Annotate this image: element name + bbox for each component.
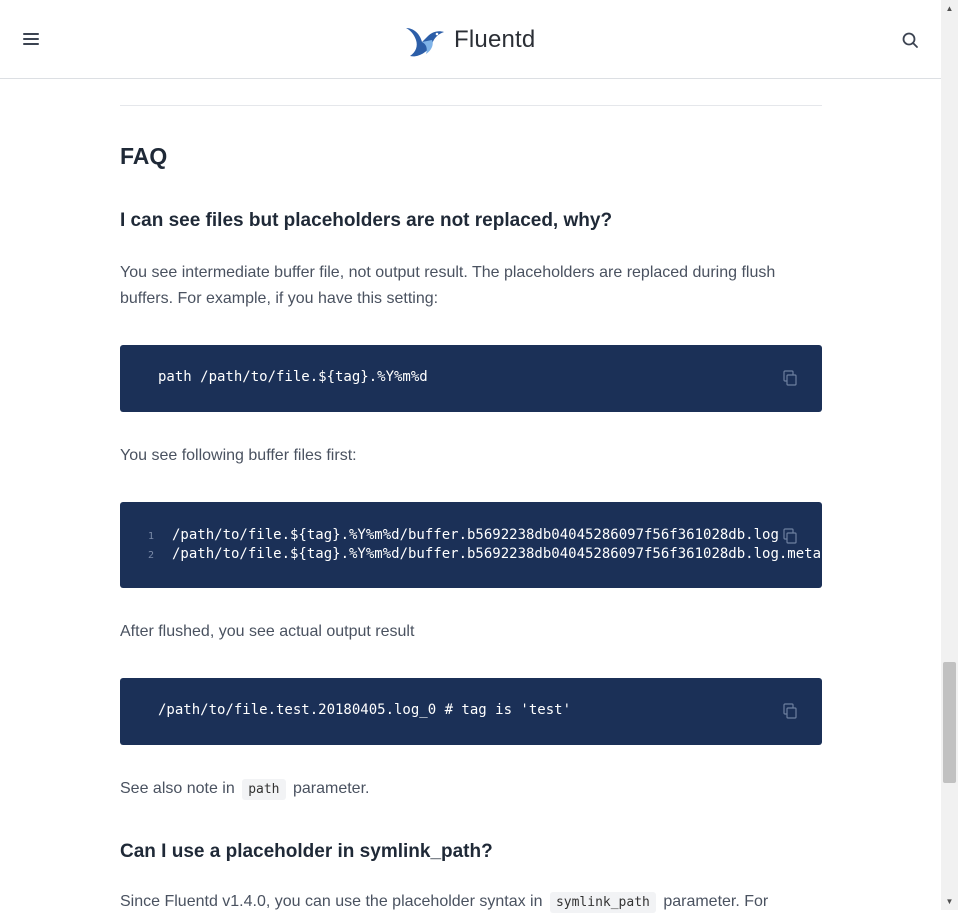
after-flush-paragraph: After flushed, you see actual output result	[120, 623, 415, 640]
buffer-files-paragraph: You see following buffer files first:	[120, 447, 357, 464]
hamburger-menu-icon[interactable]	[20, 28, 42, 50]
code-block-output	[120, 678, 822, 745]
brand-logo-link[interactable]	[404, 20, 535, 60]
symlink-paragraph	[120, 889, 822, 916]
faq-answer-paragraph: You see intermediate buffer file, not output result. The placeholders are replaced during flush buffers. For example, if you have this setting:	[120, 264, 776, 307]
see-also-paragraph	[120, 776, 822, 803]
brand-name: Fluentd	[454, 26, 536, 53]
code-line: /path/to/file.${tag}.%Y%m%d/buffer.b5692238db04045286097f56f361028db.log	[172, 527, 779, 543]
symlink-text: Since Fluentd v1.4.0, you can use the placeholder syntax in	[120, 893, 543, 910]
scroll-down-arrow-icon[interactable]: ▼	[945, 897, 954, 906]
see-also-text: See also note in	[120, 780, 235, 797]
code-line: /path/to/file.${tag}.%Y%m%d/buffer.b5692238db04045286097f56f361028db.log.meta	[172, 546, 822, 562]
search-icon[interactable]	[898, 28, 922, 52]
section-divider	[120, 105, 822, 106]
copy-icon[interactable]	[782, 528, 798, 544]
faq-question-symlink: Can I use a placeholder in symlink_path?	[120, 841, 493, 862]
scrollbar-thumb[interactable]	[943, 662, 956, 783]
line-number: 2	[148, 550, 155, 561]
inline-code-symlink-path: symlink_path	[550, 892, 656, 913]
vertical-scrollbar[interactable]	[941, 0, 958, 910]
code-line: /path/to/file.test.20180405.log_0 # tag is 'test'	[158, 702, 572, 718]
code-line: path /path/to/file.${tag}.%Y%m%d	[158, 369, 428, 385]
code-block-setting	[120, 345, 822, 412]
line-number: 1	[148, 531, 155, 542]
top-navbar	[0, 0, 941, 79]
see-also-text-end: parameter.	[292, 780, 370, 797]
inline-code-path: path	[242, 779, 285, 800]
symlink-text-end: parameter. For	[663, 893, 769, 910]
faq-heading: FAQ	[120, 143, 168, 169]
fluentd-bird-logo-icon	[404, 22, 446, 58]
scroll-up-arrow-icon[interactable]: ▲	[945, 4, 954, 13]
faq-question-placeholders: I can see files but placeholders are not replaced, why?	[120, 210, 613, 231]
copy-icon[interactable]	[782, 703, 798, 719]
code-block-buffer-files	[120, 502, 822, 588]
copy-icon[interactable]	[782, 370, 798, 386]
